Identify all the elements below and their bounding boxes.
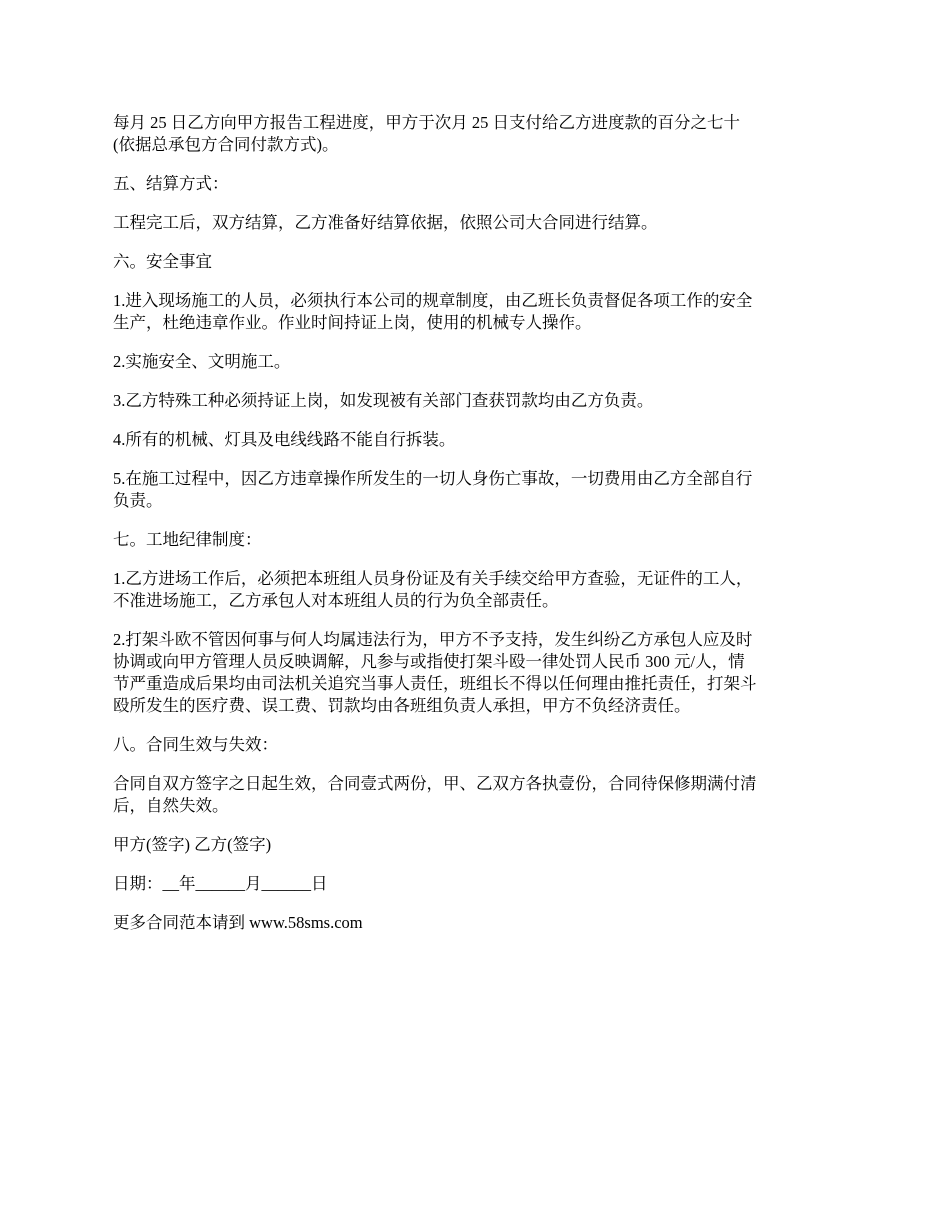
paragraph-safety-1	[113, 290, 840, 334]
section-heading-discipline	[113, 529, 840, 551]
paragraph-safety-5	[113, 468, 840, 512]
text-line: 八。合同生效与失效：	[113, 735, 278, 754]
text-line: 3.乙方特殊工种必须持证上岗，如发现被有关部门查获罚款均由乙方负责。	[113, 391, 654, 410]
paragraph-settlement	[113, 212, 840, 234]
paragraph-safety-2	[113, 351, 840, 373]
section-heading-safety	[113, 251, 840, 273]
text-line: 负责。	[113, 491, 163, 510]
text-line: 日期：__年______月______日	[113, 874, 328, 893]
text-line: 甲方(签字) 乙方(签字)	[113, 835, 272, 854]
paragraph-validity	[113, 773, 840, 817]
text-line: 1.乙方进场工作后，必须把本班组人员身份证及有关手续交给甲方查验，无证件的工人，	[113, 569, 753, 588]
section-heading-settlement	[113, 173, 840, 195]
footer-more-templates	[113, 912, 840, 934]
text-line: 五、结算方式：	[113, 174, 229, 193]
paragraph-discipline-2	[113, 629, 840, 717]
text-line: 殴所发生的医疗费、误工费、罚款均由各班组负责人承担，甲方不负经济责任。	[113, 696, 691, 715]
signature-line	[113, 834, 840, 856]
text-line: 生产，杜绝违章作业。作业时间持证上岗，使用的机械专人操作。	[113, 313, 592, 332]
date-line	[113, 873, 840, 895]
text-line: 更多合同范本请到 www.58sms.com	[113, 913, 363, 932]
paragraph-progress-payment	[113, 112, 840, 156]
text-line: 节严重造成后果均由司法机关追究当事人责任，班组长不得以任何理由推托责任，打架斗	[113, 674, 757, 693]
paragraph-discipline-1	[113, 568, 840, 612]
text-line: 4.所有的机械、灯具及电线线路不能自行拆装。	[113, 430, 456, 449]
text-line: 合同自双方签字之日起生效，合同壹式两份，甲、乙双方各执壹份，合同待保修期满付清	[113, 774, 757, 793]
text-line: 2.打架斗欧不管因何事与何人均属违法行为，甲方不予支持，发生纠纷乙方承包人应及时	[113, 630, 753, 649]
text-line: 协调或向甲方管理人员反映调解，凡参与或指使打架斗殴一律处罚人民币 300 元/人，情	[113, 652, 745, 671]
text-line: 后，自然失效。	[113, 796, 229, 815]
paragraph-safety-4	[113, 429, 840, 451]
section-heading-validity	[113, 734, 840, 756]
text-line: 2.实施安全、文明施工。	[113, 352, 291, 371]
text-line: (依据总承包方合同付款方式)。	[113, 135, 339, 154]
text-line: 六。安全事宜	[113, 252, 212, 271]
document-body	[113, 112, 840, 951]
text-line: 每月 25 日乙方向甲方报告工程进度，甲方于次月 25 日支付给乙方进度款的百分之七十	[113, 113, 740, 132]
text-line: 工程完工后，双方结算，乙方准备好结算依据，依照公司大合同进行结算。	[113, 213, 658, 232]
text-line: 七。工地纪律制度：	[113, 530, 262, 549]
text-line: 5.在施工过程中，因乙方违章操作所发生的一切人身伤亡事故，一切费用由乙方全部自行	[113, 469, 753, 488]
text-line: 1.进入现场施工的人员，必须执行本公司的规章制度，由乙班长负责督促各项工作的安全	[113, 291, 753, 310]
text-line: 不准进场施工，乙方承包人对本班组人员的行为负全部责任。	[113, 591, 559, 610]
paragraph-safety-3	[113, 390, 840, 412]
